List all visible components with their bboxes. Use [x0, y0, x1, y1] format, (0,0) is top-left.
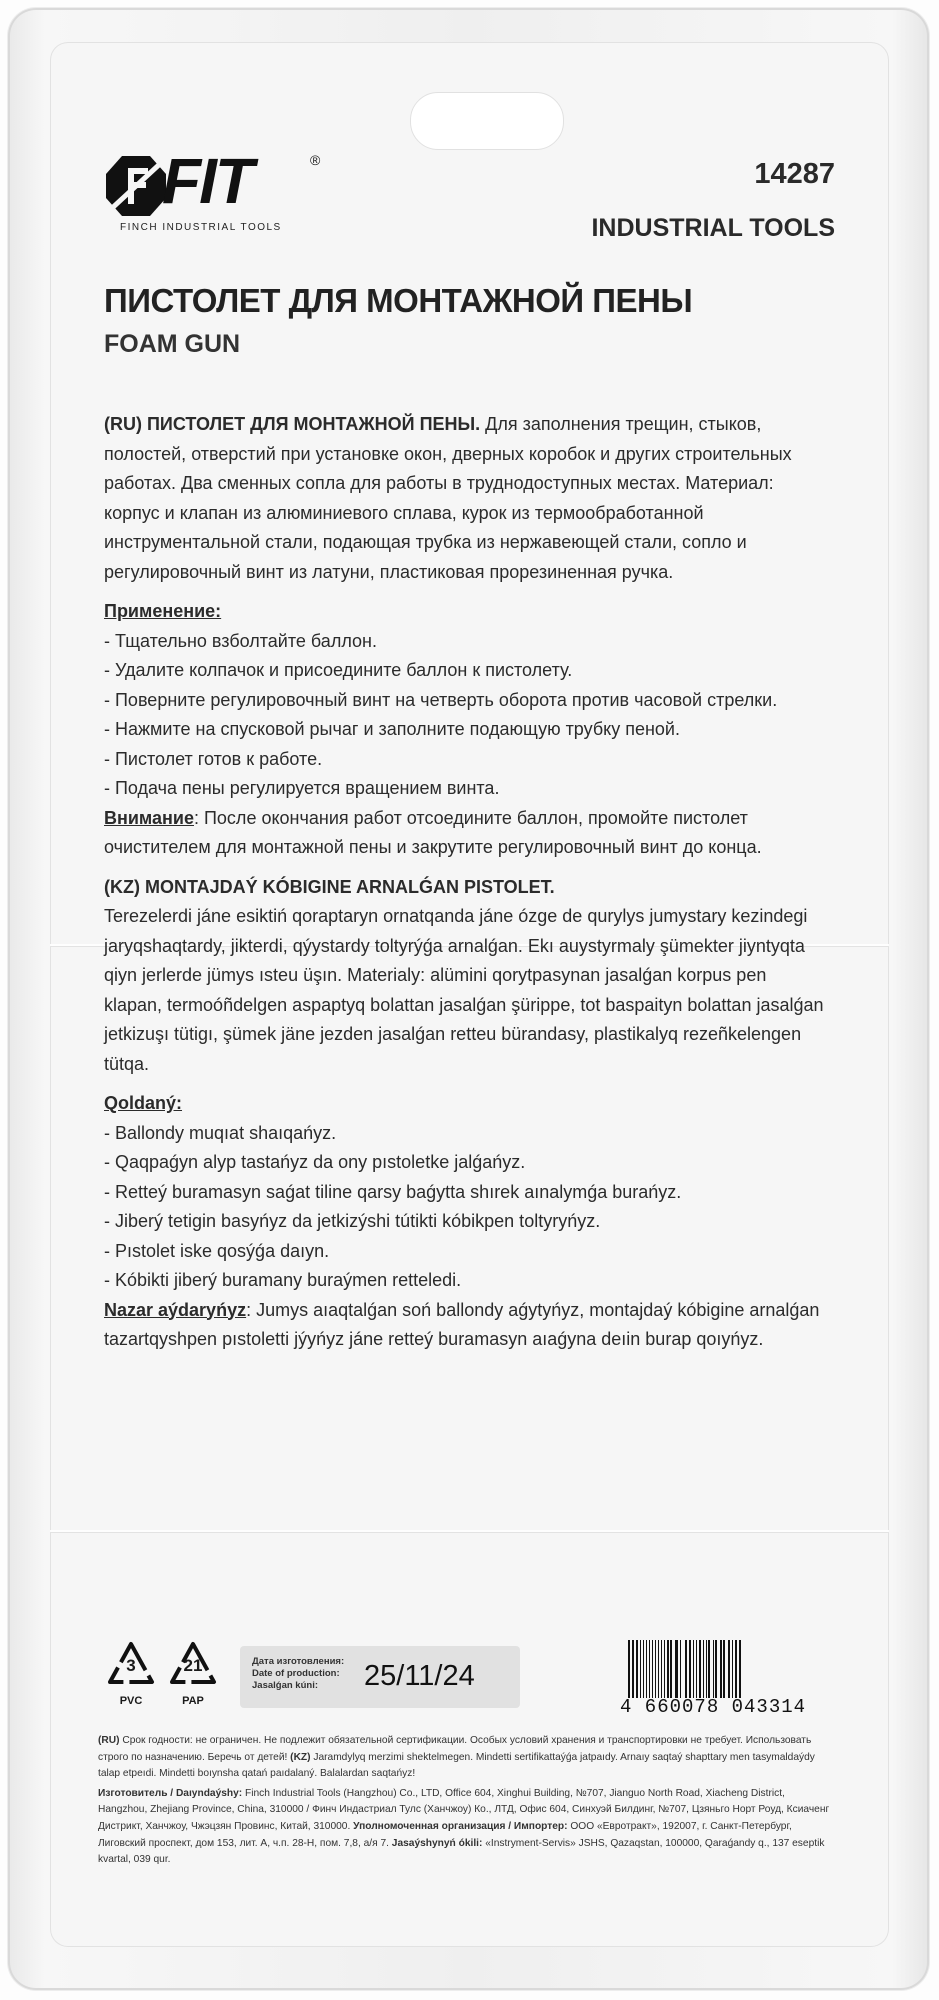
barcode-bar: [728, 1640, 730, 1698]
blister-ridge: [50, 1530, 889, 1532]
barcode-bar: [670, 1640, 672, 1698]
barcode-bar: [675, 1640, 678, 1698]
barcode-bar: [715, 1640, 717, 1698]
hang-hole: [410, 92, 564, 150]
barcode-bar: [649, 1640, 650, 1698]
barcode-bar: [652, 1640, 653, 1698]
barcode-bar: [640, 1640, 641, 1698]
fine-print-kz-text: Jaramdylyq merzimi shektelmegen. Mindetti sertifikattaýǵa jatpaıdy. Arnaıy saqtaý shарttary men tasymaldaýdy talap etpeıdi. Mindetti boıynsha qatań paıdalaný. Balalardan saqtańyz!: [98, 1751, 815, 1780]
importer-text: ООО «Евротракт», 192007, г. Санкт-Петербург, Лиговский проспект, дом 153, лит. А, ч.п. 28-Н, пом. 7,8, а/я 7.: [98, 1820, 792, 1849]
barcode-digits: 4 660078 043314: [620, 1696, 807, 1718]
brand-logo-text: FIT: [162, 145, 252, 217]
production-date-box: [240, 1646, 520, 1708]
ru-warning: [104, 804, 824, 863]
manufacturer-text: Finch Industrial Tools (Hangzhou) Co., LTD, Office 604, Xinghui Building, №707, Jianguo North Road, Xiacheng District, Hangzhou, Zhejiang Province, China, 310000 / Финч Индастриал Тулс (Ханчжоу) Ко., ЛТД, Офис 604, Синхуэй Билдинг, №707, Цзяньго Норт Роуд, Ксиаченг Дистрикт, Ханчжоу, Чжэцзян Провинс, Китай, 310000.: [98, 1787, 830, 1832]
hexagon-logo-icon: [104, 154, 168, 218]
barcode-bar: [655, 1640, 656, 1698]
barcode-bar: [664, 1640, 665, 1698]
product-title-ru: ПИСТОЛЕТ ДЛЯ МОНТАЖНОЙ ПЕНЫ: [104, 282, 693, 319]
barcode-bars: [626, 1640, 822, 1698]
list-item: - Jiberý tetigin basyńyz da jetkizýshi tútikti kóbikpen toltyryńyz.: [104, 1211, 601, 1231]
list-item: - Поверните регулировочный винт на четверть оборота против часовой стрелки.: [104, 689, 778, 710]
barcode-bar: [723, 1640, 725, 1698]
barcode-bar: [685, 1640, 687, 1698]
fine-print-ru-text: Срок годности: не ограничен. Не подлежит обязательной сертификации. Особых условий хранения и транспортировки не требует. Использовать строго по назначению. Беречь от детей!: [98, 1735, 812, 1763]
list-item: - Нажмите на спусковой рычаг и заполните подающую трубку пеной.: [104, 719, 680, 739]
kz-description: Terezelerdi jáne esiktiń qoraptaryn ornatqanda jáne ózge de qurylys jumystary kezindegi jaryqshaqtardy, jikterdi, qýystardy toltyrýǵa arnalǵan. Ekı auystyrmaly şümekter jiyntyqta qiyn jerlerde jümys ısteu üşın. Materialy: alümini qorytpasynan jasalǵan korpus pen klapan, termoóñdelgen aspaptyq bolattan jasalǵan şürippe, tot baspaityn bolattan jasalǵan jetkizuşı tütigı, şümek jäne jezden jasalǵan retteu bürandasy, plastikalyq rezeñkelengen tütqa.: [104, 906, 824, 1074]
product-title-en: FOAM GUN: [104, 330, 241, 358]
recycle-pvc: [100, 1640, 162, 1710]
manufacturer-label: Изготовитель / Daıyndaýshy:: [98, 1787, 243, 1799]
recycle-number: 21: [183, 1656, 203, 1675]
recycling-symbols: [100, 1640, 240, 1720]
fine-print-kz-tag: (KZ): [290, 1751, 311, 1763]
barcode-bar: [628, 1640, 630, 1698]
description-body: [104, 410, 824, 1355]
kz-usage-heading: Qoldaný:: [104, 1093, 183, 1113]
barcode-bar: [658, 1640, 659, 1698]
barcode-bar: [680, 1640, 681, 1698]
list-item: - Удалите колпачок и присоедините баллон к пистолету.: [104, 660, 573, 680]
ru-description: [104, 410, 824, 587]
barcode-bar: [667, 1640, 669, 1698]
barcode-bar: [646, 1640, 647, 1698]
product-code: 14287: [754, 158, 835, 190]
product-category: INDUSTRIAL TOOLS: [591, 214, 835, 242]
recycle-label: PVC: [119, 1695, 143, 1707]
barcode-bar: [636, 1640, 638, 1698]
ru-usage-heading: Применение:: [104, 601, 222, 621]
ru-warning-heading: Внимание: [104, 807, 194, 828]
list-item: - Ballondy muqıat shaıqańyz.: [104, 1122, 337, 1143]
fine-print: [98, 1733, 834, 1872]
fine-print-storage: [98, 1733, 834, 1783]
production-date-value: 25/11/24: [364, 1660, 475, 1692]
recycle-pap: [162, 1640, 224, 1710]
barcode-bar: [643, 1640, 644, 1698]
importer-label: Уполномоченная организация / Импортер:: [353, 1820, 568, 1832]
kz-warning-heading: Nazar aýdaryńyz: [104, 1299, 247, 1320]
kz-heading: [104, 873, 824, 903]
barcode: [620, 1640, 826, 1720]
brand-subtitle: FINCH INDUSTRIAL TOOLS: [120, 222, 282, 233]
representative-label: Jasaýshynyń ókili:: [391, 1837, 483, 1849]
barcode-bar: [739, 1640, 741, 1698]
barcode-bar: [689, 1640, 691, 1698]
kz-warning-text: : Jumys aıaqtalǵan soń ballondy aǵytyńyz, montajdaý kóbigine arnalǵan tazartqyshpen pıstoletti jýyńyz jáne retteý buramasyn aıaǵyna deıin burap qoıyńyz.: [104, 1299, 820, 1349]
barcode-bar: [632, 1640, 634, 1698]
registered-mark: ®: [310, 152, 321, 168]
list-item: - Пистолет готов к работе.: [104, 748, 323, 769]
barcode-bar: [703, 1640, 704, 1698]
date-label-kz: Jasalǵan kúni:: [252, 1680, 318, 1691]
list-item: - Pıstolet iske qosýǵa daıyn.: [104, 1240, 330, 1261]
kz-heading-text: (KZ) MONTAJDAÝ KÓBIGINE ARNALǴAN PISTOLET.: [104, 876, 555, 897]
ru-lead-heading: (RU) ПИСТОЛЕТ ДЛЯ МОНТАЖНОЙ ПЕНЫ.: [104, 414, 481, 434]
barcode-bar: [693, 1640, 694, 1698]
ru-warning-text: : После окончания работ отсоедините баллон, промойте пистолет очистителем для монтажной пены и закрутите регулировочный винт до конца.: [104, 807, 762, 857]
barcode-bar: [713, 1640, 714, 1698]
ru-lead-text: Для заполнения трещин, стыков, полостей, отверстий при установке окон, дверных коробок и других строительных работах. Два сменных сопла для работы в труднодоступных местах. Материал: корпус и клапан из алюминиевого сплава, курок из термообработанной инструментальной стали, подающая трубка из нержавеющей стали, сопло и регулировочный винт из латуни, пластиковая прорезиненная ручка.: [104, 414, 792, 582]
list-item: - Тщательно взболтайте баллон.: [104, 630, 377, 651]
list-item: - Qaqpaǵyn alyp tastańyz da ony pıstoletke jalǵańyz.: [104, 1152, 526, 1172]
brand-logo: [104, 145, 334, 240]
date-label-ru: Дата изготовления:: [252, 1656, 345, 1667]
recycle-label: PAP: [182, 1695, 204, 1707]
barcode-bar: [699, 1640, 701, 1698]
list-item: - Kóbikti jiberý buramany buraýmen retteledi.: [104, 1270, 462, 1290]
barcode-bar: [706, 1640, 707, 1698]
list-item: - Retteý buramasyn saǵat tiline qarsy baǵytta shırek aınalymǵa burańyz.: [104, 1181, 682, 1202]
barcode-bar: [696, 1640, 697, 1698]
representative-text: «Instryment-Servis» JSHS, Qazaqstan, 100000, Qaraǵandy q., 137 eseptik kvartal, 039 qur.: [98, 1837, 825, 1866]
barcode-bar: [661, 1640, 662, 1698]
barcode-bar: [735, 1640, 737, 1698]
fine-print-ru-tag: (RU): [98, 1735, 120, 1746]
list-item: - Подача пены регулируется вращением винта.: [104, 778, 500, 798]
barcode-bar: [732, 1640, 733, 1698]
barcode-bar: [708, 1640, 710, 1698]
kz-warning: [104, 1296, 824, 1355]
fine-print-manufacturer: [98, 1786, 834, 1869]
recycle-number: 3: [126, 1656, 136, 1675]
date-label-en: Date of production:: [252, 1668, 340, 1679]
barcode-bar: [720, 1640, 722, 1698]
